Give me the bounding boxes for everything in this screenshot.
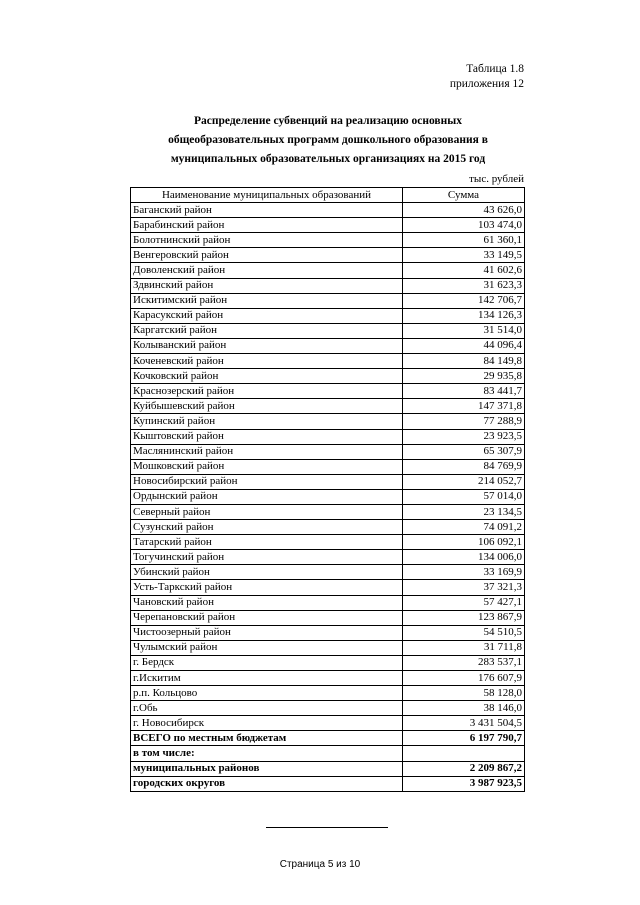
table-row: [131, 444, 525, 459]
table-row: [131, 233, 525, 248]
municipality-sum: 41 602,6: [403, 263, 525, 278]
municipality-name: г.Обь: [131, 701, 403, 716]
municipality-name: Мошковский район: [131, 459, 403, 474]
municipality-name: Черепановский район: [131, 610, 403, 625]
table-row: [131, 203, 525, 218]
municipality-sum: 77 288,9: [403, 414, 525, 429]
total-row: [131, 731, 525, 746]
table-row: [131, 580, 525, 595]
municipality-name: Маслянинский район: [131, 444, 403, 459]
units-label: тыс. рублей: [469, 173, 524, 185]
municipality-name: Кочковский район: [131, 369, 403, 384]
table-row: [131, 655, 525, 670]
title-line-2: общеобразовательных программ дошкольного образования в: [168, 134, 488, 146]
municipality-name: Кыштовский район: [131, 429, 403, 444]
table-row: [131, 293, 525, 308]
municipality-sum: 83 441,7: [403, 384, 525, 399]
table-row: [131, 595, 525, 610]
including-label: в том числе:: [131, 746, 403, 761]
title-line-1: Распределение субвенций на реализацию основных: [193, 115, 463, 127]
municipality-name: Чистоозерный район: [131, 625, 403, 640]
municipality-name: Татарский район: [131, 535, 403, 550]
municipality-sum: 31 623,3: [403, 278, 525, 293]
table-row: [131, 459, 525, 474]
municipality-sum: 44 096,4: [403, 338, 525, 353]
municipality-sum: 29 935,8: [403, 369, 525, 384]
municipality-name: г. Бердск: [131, 655, 403, 670]
table-row: [131, 399, 525, 414]
table-row: [131, 550, 525, 565]
urban-districts-label: городских округов: [131, 776, 403, 791]
municipality-name: Баганский район: [131, 203, 403, 218]
municipality-name: Чановский район: [131, 595, 403, 610]
municipality-sum: 54 510,5: [403, 625, 525, 640]
including-row: [131, 746, 525, 761]
municipality-name: Колыванский район: [131, 338, 403, 353]
table-row: [131, 520, 525, 535]
municipality-name: г. Новосибирск: [131, 716, 403, 731]
table-row: [131, 640, 525, 655]
municipality-sum: 106 092,1: [403, 535, 525, 550]
municipal-districts-row: [131, 761, 525, 776]
urban-districts-row: [131, 776, 525, 791]
table-row: [131, 610, 525, 625]
table-row: [131, 323, 525, 338]
municipality-sum: 43 626,0: [403, 203, 525, 218]
table-row: [131, 338, 525, 353]
municipality-sum: 58 128,0: [403, 686, 525, 701]
urban-districts-sum: 3 987 923,5: [403, 776, 525, 791]
footer-divider: [266, 827, 388, 828]
municipality-name: Барабинский район: [131, 218, 403, 233]
municipality-sum: 65 307,9: [403, 444, 525, 459]
municipal-districts-label: муниципальных районов: [131, 761, 403, 776]
municipality-name: Чулымский район: [131, 640, 403, 655]
municipality-sum: 147 371,8: [403, 399, 525, 414]
municipality-sum: 103 474,0: [403, 218, 525, 233]
municipality-sum: 31 514,0: [403, 323, 525, 338]
table-header-row: [131, 188, 525, 203]
municipality-sum: 74 091,2: [403, 520, 525, 535]
municipality-sum: 33 169,9: [403, 565, 525, 580]
municipality-name: Каргатский район: [131, 323, 403, 338]
table-row: [131, 671, 525, 686]
table-row: [131, 686, 525, 701]
table-row: [131, 248, 525, 263]
municipal-districts-sum: 2 209 867,2: [403, 761, 525, 776]
municipality-name: Новосибирский район: [131, 474, 403, 489]
municipality-name: Убинский район: [131, 565, 403, 580]
municipality-sum: 283 537,1: [403, 655, 525, 670]
table-row: [131, 701, 525, 716]
column-header-name: Наименование муниципальных образований: [131, 188, 403, 203]
appendix-label: приложения 12: [449, 78, 524, 90]
table-row: [131, 625, 525, 640]
table-row: [131, 263, 525, 278]
table-row: [131, 354, 525, 369]
municipality-name: Здвинский район: [131, 278, 403, 293]
municipality-sum: 214 052,7: [403, 474, 525, 489]
table-row: [131, 369, 525, 384]
municipality-name: Краснозерский район: [131, 384, 403, 399]
municipality-name: Сузунский район: [131, 520, 403, 535]
municipality-sum: 38 146,0: [403, 701, 525, 716]
municipality-name: Карасукский район: [131, 308, 403, 323]
municipality-sum: 84 769,9: [403, 459, 525, 474]
municipality-name: г.Искитим: [131, 671, 403, 686]
column-header-sum: Сумма: [403, 188, 525, 203]
municipality-sum: 61 360,1: [403, 233, 525, 248]
table-row: [131, 429, 525, 444]
table-row: [131, 414, 525, 429]
municipality-name: Искитимский район: [131, 293, 403, 308]
municipality-sum: 134 006,0: [403, 550, 525, 565]
municipality-sum: 142 706,7: [403, 293, 525, 308]
table-row: [131, 489, 525, 504]
subsidy-table: [130, 187, 525, 792]
municipality-name: Болотнинский район: [131, 233, 403, 248]
municipality-name: Купинский район: [131, 414, 403, 429]
municipality-sum: 84 149,8: [403, 354, 525, 369]
table-row: [131, 384, 525, 399]
municipality-name: р.п. Кольцово: [131, 686, 403, 701]
municipality-name: Ордынский район: [131, 489, 403, 504]
municipality-name: Куйбышевский район: [131, 399, 403, 414]
municipality-name: Усть-Таркский район: [131, 580, 403, 595]
table-number: Таблица 1.8: [466, 63, 524, 75]
municipality-sum: 134 126,3: [403, 308, 525, 323]
table-row: [131, 278, 525, 293]
municipality-sum: 23 923,5: [403, 429, 525, 444]
table-row: [131, 474, 525, 489]
municipality-sum: 176 607,9: [403, 671, 525, 686]
municipality-name: Коченевский район: [131, 354, 403, 369]
total-label: ВСЕГО по местным бюджетам: [131, 731, 403, 746]
municipality-sum: 31 711,8: [403, 640, 525, 655]
table-row: [131, 535, 525, 550]
municipality-sum: 23 134,5: [403, 504, 525, 519]
municipality-sum: 123 867,9: [403, 610, 525, 625]
municipality-name: Тогучинский район: [131, 550, 403, 565]
including-sum-empty: [403, 746, 525, 761]
table-row: [131, 565, 525, 580]
table-row: [131, 308, 525, 323]
municipality-name: Венгеровский район: [131, 248, 403, 263]
municipality-sum: 57 014,0: [403, 489, 525, 504]
municipality-sum: 37 321,3: [403, 580, 525, 595]
document-title: [130, 112, 526, 169]
title-line-3: муниципальных образовательных организациях на 2015 год: [170, 153, 486, 165]
municipality-sum: 57 427,1: [403, 595, 525, 610]
total-sum: 6 197 790,7: [403, 731, 525, 746]
municipality-name: Северный район: [131, 504, 403, 519]
municipality-sum: 3 431 504,5: [403, 716, 525, 731]
table-row: [131, 504, 525, 519]
page-number: Страница 5 из 10: [279, 859, 361, 870]
municipality-name: Доволенский район: [131, 263, 403, 278]
table-row: [131, 218, 525, 233]
municipality-sum: 33 149,5: [403, 248, 525, 263]
table-row: [131, 716, 525, 731]
